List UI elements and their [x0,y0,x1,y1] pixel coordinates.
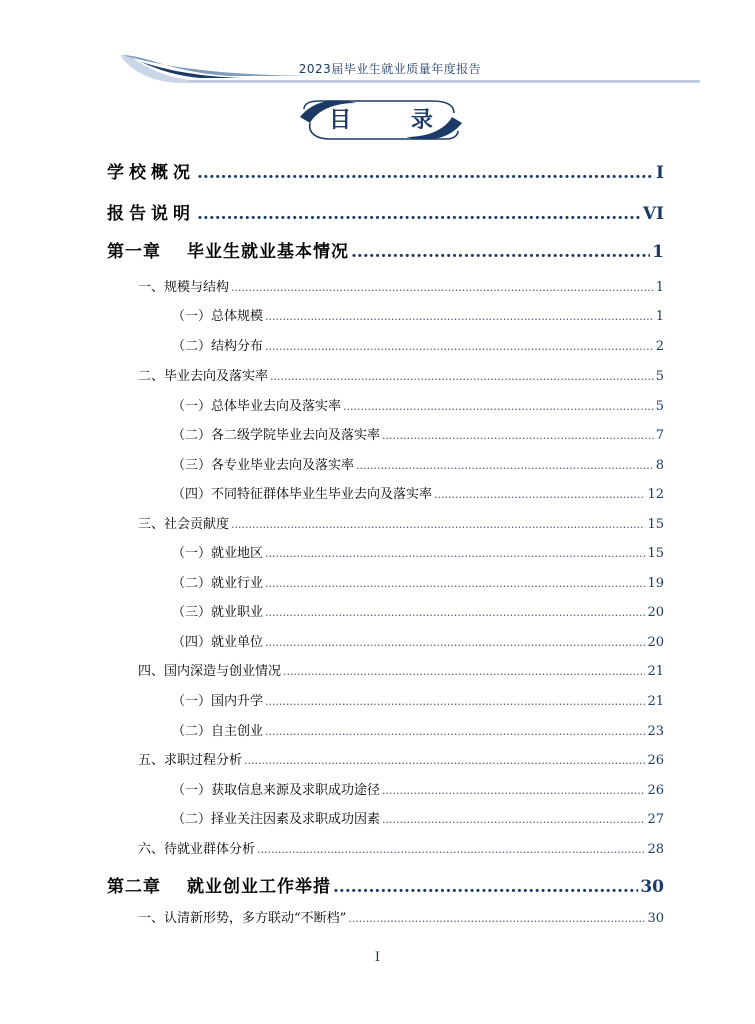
toc-entry-subsection[interactable] [172,779,664,798]
toc-entry-section[interactable] [138,276,664,295]
toc-entry-label: 六、待就业群体分析 [138,842,256,857]
toc-entry-page: 1 [655,280,664,295]
toc-entry-subsection[interactable] [172,542,664,561]
toc-entry-subsection[interactable] [172,483,664,502]
toc-entry-chapter-2[interactable] [107,872,664,897]
chapter-number: 第一章 [107,242,161,262]
toc-entry-page: 21 [647,664,664,679]
toc-entry-label: （二）择业关注因素及求职成功因素 [172,812,381,827]
toc-entry-subsection[interactable] [172,395,664,414]
toc-entry-page: 1 [655,309,664,324]
toc-entry-section[interactable] [138,513,664,532]
toc-entry-page: 5 [655,369,664,384]
toc-title-frame [296,95,466,145]
toc-entry-page: 8 [655,458,664,473]
toc-entry-page: VI [642,204,664,224]
toc-entry-label: （三）各专业毕业去向及落实率 [172,458,355,473]
toc-entry-section[interactable] [138,907,664,926]
toc-entry-label: （二）就业行业 [172,576,264,591]
toc-title: 目 录 [329,108,459,133]
leader-dots [333,877,638,897]
toc-entry-subsection[interactable] [172,808,664,827]
leader-dots [265,695,645,708]
leader-dots [244,754,645,767]
leader-dots [343,400,654,413]
leader-dots [265,577,645,590]
toc-entry-section[interactable] [138,365,664,384]
page-number: I [374,950,381,965]
toc-entry-subsection[interactable] [172,631,664,650]
toc-entry-section[interactable] [138,838,664,857]
toc-entry-label: 五、求职过程分析 [138,753,243,768]
toc-entry-page: 26 [647,783,664,798]
toc-entry-page: 30 [640,877,664,897]
toc-entry-report-notes[interactable] [107,199,664,224]
toc-entry-school-overview[interactable] [107,158,664,183]
toc-entry-label: 就业创业工作举措 [187,877,331,897]
toc-entry-page: 1 [652,242,664,262]
toc-entry-label: （一）总体规模 [172,309,264,324]
report-header-title: 2023届毕业生就业质量年度报告 [298,62,482,76]
toc-entry-page: 23 [647,724,664,739]
leader-dots [382,784,645,797]
toc-entry-page: 7 [655,428,664,443]
leader-dots [197,163,654,183]
chapter-number: 第二章 [107,877,161,897]
toc-entry-page: I [656,163,664,183]
toc-entry-page: 21 [647,694,664,709]
toc-entry-label: （二）各二级学院毕业去向及落实率 [172,428,381,443]
leader-dots [265,310,654,323]
toc-entry-label: （四）不同特征群体毕业生毕业去向及落实率 [172,487,433,502]
leader-dots [265,340,654,353]
toc-entry-label: （二）自主创业 [172,724,264,739]
leader-dots [382,429,654,442]
leader-dots [356,459,654,472]
toc-entry-label: 学校概况 [107,163,195,183]
toc-entry-subsection[interactable] [172,335,664,354]
toc-entry-label: （二）结构分布 [172,339,264,354]
toc-entry-label: （三）就业职业 [172,605,264,620]
toc-entry-label: （一）就业地区 [172,546,264,561]
toc-entry-label: 四、国内深造与创业情况 [138,664,282,679]
leader-dots [231,281,654,294]
toc-entry-subsection[interactable] [172,305,664,324]
leader-dots [348,912,645,925]
toc-entry-subsection[interactable] [172,572,664,591]
toc-entry-label: （一）总体毕业去向及落实率 [172,399,342,414]
toc-entry-label: 三、社会贡献度 [138,517,230,532]
leader-dots [265,547,645,560]
toc-entry-page: 26 [647,753,664,768]
toc-entry-page: 15 [647,546,664,561]
toc-entry-label: 二、毕业去向及落实率 [138,369,269,384]
toc-entry-subsection[interactable] [172,454,664,473]
leader-dots [265,606,645,619]
leader-dots [197,204,641,224]
leader-dots [231,518,645,531]
leader-dots [257,843,645,856]
toc-entry-page: 15 [647,517,664,532]
toc-entry-label: 毕业生就业基本情况 [187,242,349,262]
toc-entry-page: 19 [647,576,664,591]
toc-entry-label: 一、规模与结构 [138,280,230,295]
toc-entry-page: 12 [647,487,664,502]
toc-entry-label: （四）就业单位 [172,635,264,650]
toc-entry-subsection[interactable] [172,690,664,709]
toc-entry-page: 30 [647,911,664,926]
toc-entry-subsection[interactable] [172,424,664,443]
toc-entry-page: 28 [647,842,664,857]
toc-entry-chapter-1[interactable] [107,237,664,262]
leader-dots [265,725,645,738]
toc-entry-subsection[interactable] [172,720,664,739]
leader-dots [283,665,645,678]
toc-entry-label: （一）获取信息来源及求职成功途径 [172,783,381,798]
leader-dots [434,488,645,501]
toc-entry-section[interactable] [138,660,664,679]
toc-entry-label: （一）国内升学 [172,694,264,709]
leader-dots [382,813,645,826]
toc-entry-label: 一、认清新形势，多方联动“不断档” [138,911,347,926]
toc-entry-page: 2 [655,339,664,354]
toc-entry-page: 5 [655,399,664,414]
leader-dots [351,242,650,262]
leader-dots [265,636,645,649]
toc-entry-label: 报告说明 [107,204,195,224]
toc-entry-section[interactable] [138,749,664,768]
leader-dots [270,370,654,383]
toc-entry-page: 20 [647,635,664,650]
toc-entry-subsection[interactable] [172,601,664,620]
toc-entry-page: 20 [647,605,664,620]
toc-entry-page: 27 [647,812,664,827]
